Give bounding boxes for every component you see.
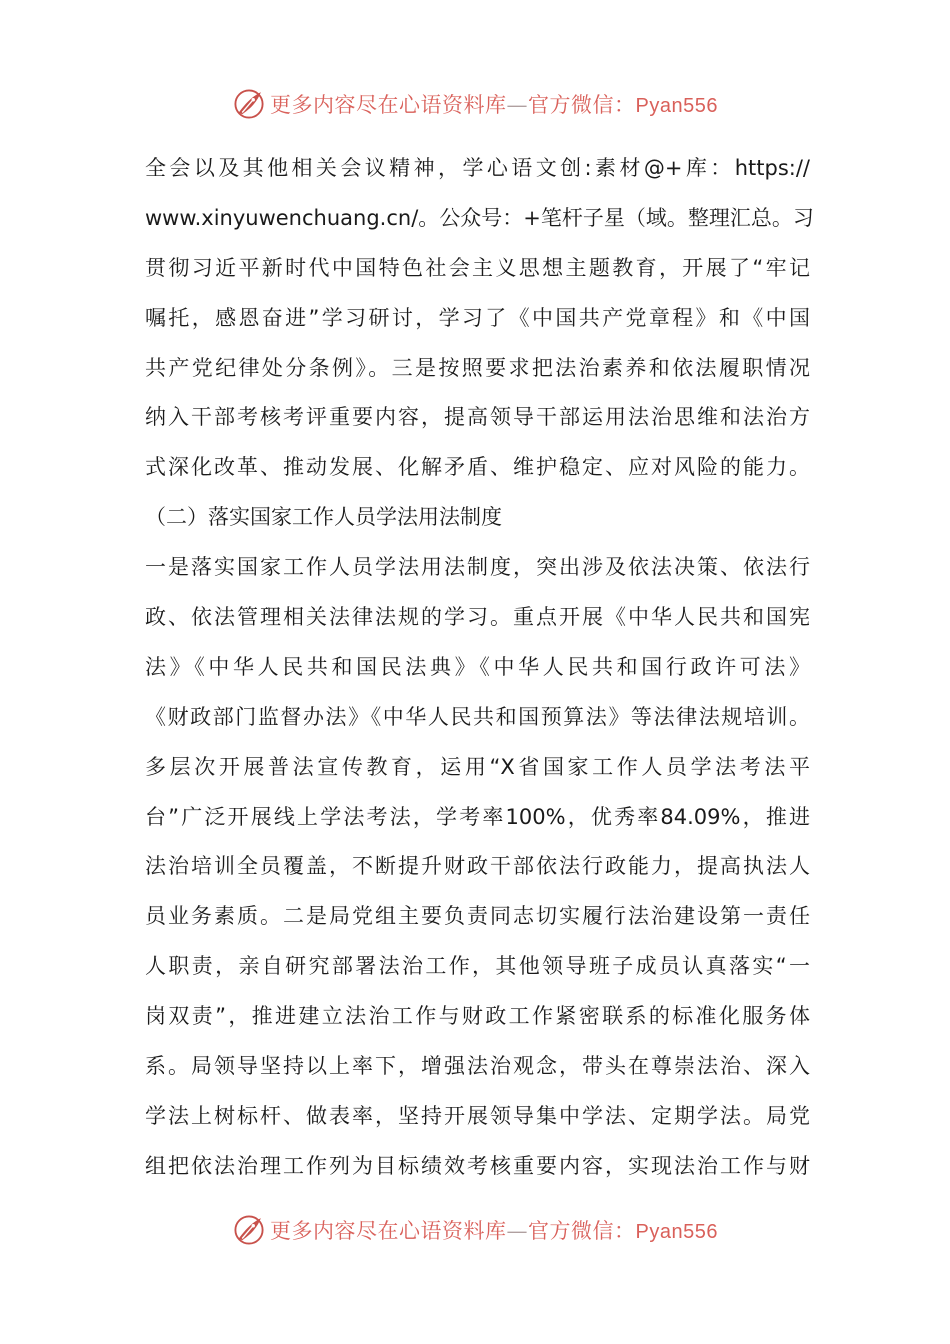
banner-text — [270, 1215, 718, 1245]
body-line: 共产党纪律处分条例》。三是按照要求把法治素养和依法履职情况 — [145, 355, 810, 380]
body-line: 台”广泛开展线上学法考法，学考率100%，优秀率84.09%，推进 — [145, 804, 810, 829]
body-line: 系。局领导坚持以上率下，增强法治观念，带头在尊崇法治、深入 — [145, 1054, 810, 1079]
section-heading: （二）落实国家工作人员学法用法制度 — [145, 505, 502, 530]
body-line: 岗双责”，推进建立法治工作与财政工作紧密联系的标准化服务体 — [145, 1004, 810, 1029]
banner-text — [270, 89, 718, 119]
body-line: 贯彻习近平新时代中国特色社会主义思想主题教育，开展了“牢记 — [145, 255, 810, 280]
body-line: 式深化改革、推动发展、化解矛盾、维护稳定、应对风险的能力。 — [145, 455, 810, 480]
body-line: 多层次开展普法宣传教育，运用“X省国家工作人员学法考法平 — [145, 754, 810, 779]
body-line: 学法上树标杆、做表率，坚持开展领导集中学法、定期学法。局党 — [145, 1103, 810, 1128]
banner-separator: — — [506, 93, 529, 117]
body-line: 纳入干部考核考评重要内容，提高领导干部运用法治思维和法治方 — [145, 405, 810, 430]
body-line: 人职责，亲自研究部署法治工作，其他领导班子成员认真落实“一 — [145, 954, 810, 979]
pen-nib-logo-icon — [232, 87, 266, 121]
banner-suffix: 官方微信： — [528, 93, 636, 117]
document-body — [145, 148, 814, 1196]
body-line: 《财政部门监督办法》《中华人民共和国预算法》等法律法规培训。 — [145, 704, 810, 729]
banner-title: 更多内容尽在心语资料库 — [270, 93, 507, 117]
pen-nib-logo-icon — [232, 1213, 266, 1247]
body-line: 组把依法治理工作列为目标绩效考核重要内容，实现法治工作与财 — [145, 1153, 810, 1178]
banner-wechat-id: Pyan556 — [635, 1221, 718, 1243]
body-line: 政、依法管理相关法律法规的学习。重点开展《中华人民共和国宪 — [145, 605, 810, 630]
body-line: 员业务素质。二是局党组主要负责同志切实履行法治建设第一责任 — [145, 904, 810, 929]
banner-separator: — — [506, 1219, 529, 1243]
body-line: 一是落实国家工作人员学法用法制度，突出涉及依法决策、依法行 — [145, 555, 810, 580]
banner-title: 更多内容尽在心语资料库 — [270, 1219, 507, 1243]
body-line: 法》《中华人民共和国民法典》《中华人民共和国行政许可法》 — [145, 654, 810, 679]
banner-suffix: 官方微信： — [528, 1219, 636, 1243]
body-line: 嘱托，感恩奋进”学习研讨，学习了《中国共产党章程》和《中国 — [145, 305, 810, 330]
body-line: 法治培训全员覆盖，不断提升财政干部依法行政能力，提高执法人 — [145, 854, 810, 879]
header-banner — [0, 84, 950, 124]
body-line: www.xinyuwenchuang.cn/。公众号：+笔杆子星（域。整理汇总。习 — [145, 205, 814, 230]
footer-banner — [0, 1210, 950, 1250]
body-line: 全会以及其他相关会议精神，学心语文创:素材@+库：https:// — [145, 156, 810, 180]
banner-wechat-id: Pyan556 — [635, 95, 718, 117]
